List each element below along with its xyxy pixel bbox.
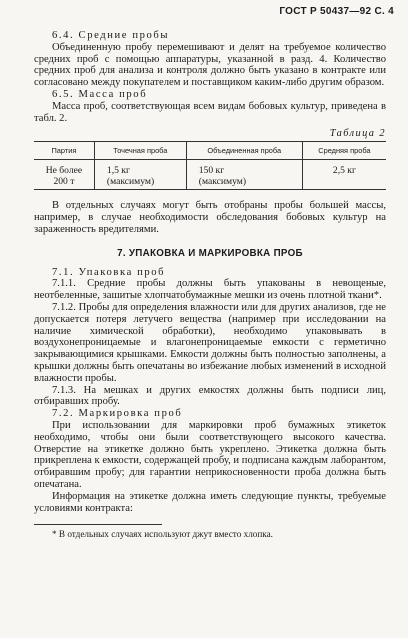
section-7-1-3: 7.1.3. На мешках и других емкостях должны быть подписи лиц, отбиравших пробу.	[34, 384, 386, 408]
cell-combined-note: (максимум)	[198, 175, 247, 187]
cell-combined-sample	[186, 160, 302, 190]
cell-combined-value: 150 кг	[198, 165, 225, 177]
section-7-1-2: 7.1.2. Пробы для определения влажности или для других анализов, где не допускается потеря летучего вещества (например при исследовании на наличие химической обработки), необходимо упаковывать в воздухонепроницаемые и влагонепроницаемые емкости с герметично закрывающимися крышками. Емкости должны быть полностью заполнены, а крышки должны быть опечатаны во избежание любых изменений в исходной влажности пробы.	[34, 301, 386, 384]
section-7-2-heading: 7.2. Маркировка проб	[52, 408, 183, 420]
section-6-4-text: Объединенную пробу перемешивают и делят на требуемое количество средних проб с помощью аппаратуры, указанной в разд. 4. Количество средних проб для анализа и контроля должно быть указано в контракте или согласовано между покупателем и поставщиком каким-либо другим образом.	[34, 41, 386, 89]
cell-average-sample	[302, 160, 386, 190]
cell-batch-line2: 200 т	[53, 175, 75, 187]
header-point-sample: Точечная проба	[94, 142, 186, 160]
table-row	[34, 160, 386, 190]
cell-point-note: (максимум)	[106, 175, 155, 187]
section-7-2-text-2: Информация на этикетке должна иметь следующие пункты, требуемые условиями контракта:	[34, 490, 386, 514]
cell-average-value: 2,5 кг	[332, 165, 356, 177]
sample-mass-table	[34, 141, 386, 190]
footnote-divider	[34, 524, 162, 525]
cell-point-value: 1,5 кг	[106, 165, 130, 177]
section-7-title: 7. УПАКОВКА И МАРКИРОВКА ПРОБ	[117, 247, 303, 259]
section-7-1-1: 7.1.1. Средние пробы должны быть упакованы в невощеные, неотбеленные, зашитые хлопчатобумажные мешки из очень плотной ткани*.	[34, 278, 386, 302]
header-batch: Партия	[34, 142, 94, 160]
page-header: ГОСТ Р 50437—92 С. 4	[279, 6, 394, 17]
after-table-text: В отдельных случаях могут быть отобраны пробы большей массы, например, в случае необходимости обследования бобовых культур на зараженность вредителями.	[34, 200, 386, 235]
cell-batch	[34, 160, 94, 190]
header-combined-sample: Объединенная проба	[186, 142, 302, 160]
section-6-5-heading: 6.5. Масса проб	[52, 88, 148, 100]
table-title: Таблица 2	[329, 128, 386, 140]
header-average-sample: Средняя проба	[302, 142, 386, 160]
section-6-4-heading: 6.4. Средние пробы	[52, 30, 170, 41]
cell-batch-line1: Не более	[45, 165, 83, 177]
section-7-2-text-1: При использовании для маркировки проб бумажных этикеток необходимо, чтобы они были соответствующего высокого качества. Отверстие на этикетке должно быть укреплено. Этикетка должна быть прикреплена к емкости, содержащей пробу, и подписана каждым лаборантом, отбиравшим пробу; для гарантии неприкосновенности проба должна быть опечатана.	[34, 419, 386, 490]
section-7-1-heading: 7.1. Упаковка проб	[52, 266, 166, 278]
page-content	[34, 30, 386, 540]
section-6-5-text: Масса проб, соответствующая всем видам бобовых культур, приведена в табл. 2.	[34, 100, 386, 124]
footnote: * В отдельных случаях используют джут вместо хлопка.	[52, 529, 273, 540]
cell-point-sample	[94, 160, 186, 190]
table-header-row	[34, 142, 386, 160]
